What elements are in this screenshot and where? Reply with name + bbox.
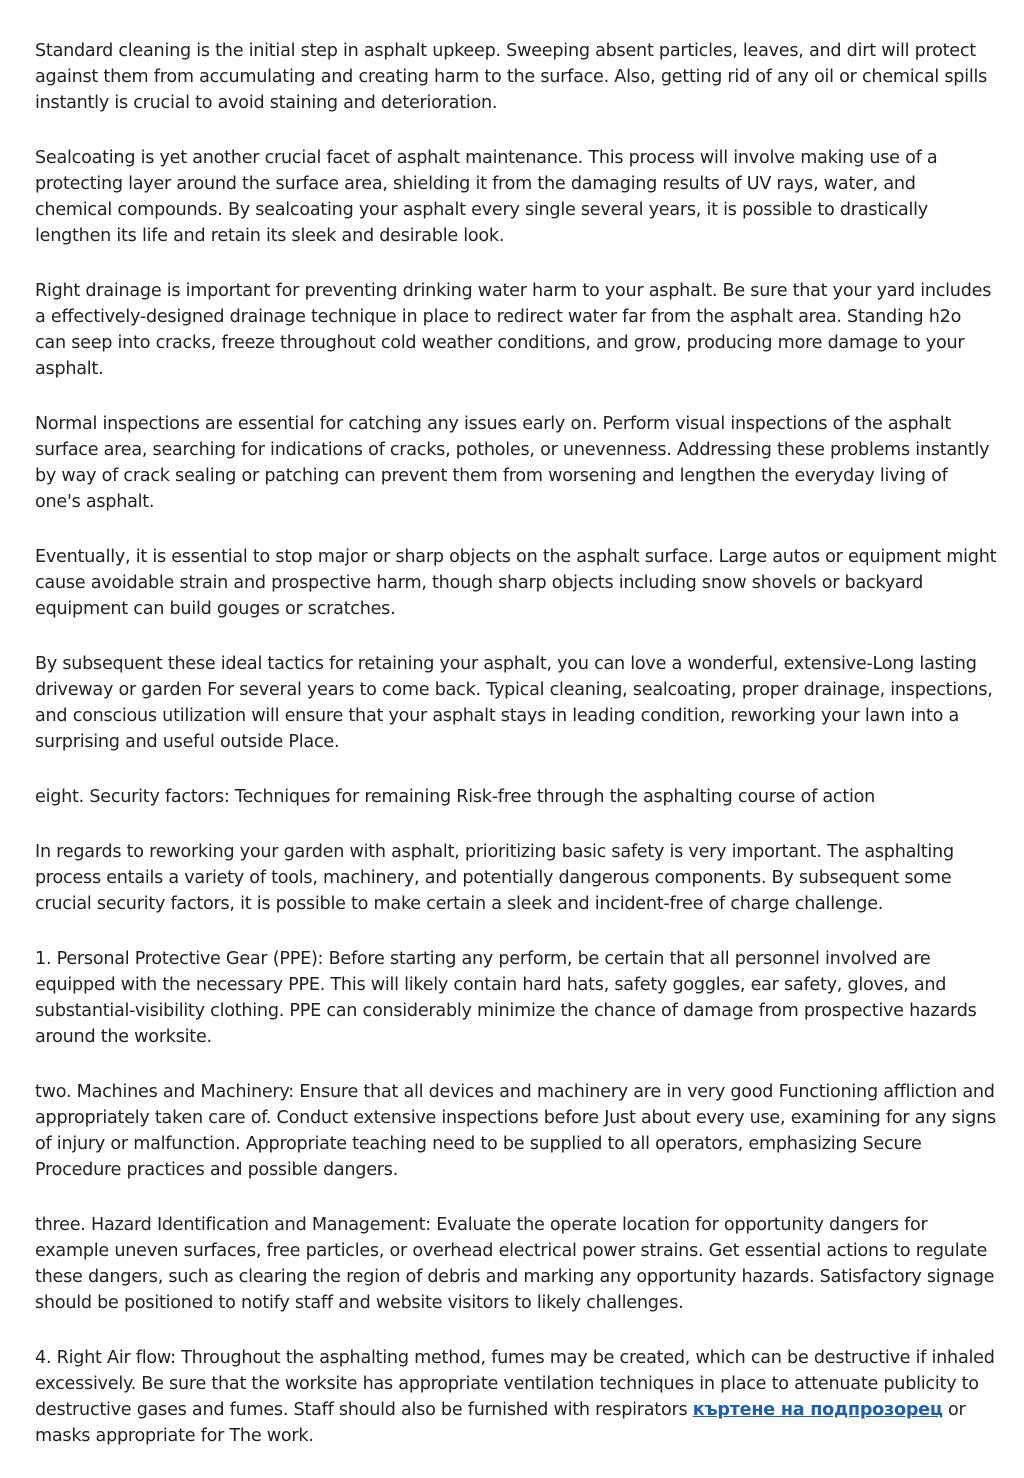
paragraph-machinery: two. Machines and Machinery: Ensure that all devices and machinery are in very good Functioning affliction and appropriately taken care of. Conduct extensive inspections before Just about every use, examining for any signs of injury or malfunction. Appropriate teaching need to be supplied to all operators, emphasizing Secure Procedure practices and possible dangers.: [35, 1082, 996, 1180]
paragraph-cleaning: Standard cleaning is the initial step in asphalt upkeep. Sweeping absent particles, leaves, and dirt will protect against them from accumulating and creating harm to the surface. Also, getting rid of any oil or chemical spills instantly is crucial to avoid staining and deterioration.: [35, 41, 988, 113]
paragraph-summary: By subsequent these ideal tactics for retaining your asphalt, you can love a wonderful, extensive-Long lasting driveway or garden For several years to come back. Typical cleaning, sealcoating, proper drainage, inspections, and conscious utilization will ensure that your asphalt stays in leading condition, reworking your lawn into a surprising and useful outside Place.: [35, 654, 993, 752]
ventilation-text-after: or masks appropriate for The work.: [35, 1400, 966, 1446]
section-heading-safety: eight. Security factors: Techniques for remaining Risk-free through the asphalting course of action: [35, 787, 876, 807]
paragraph-ppe: 1. Personal Protective Gear (PPE): Before starting any perform, be certain that all personnel involved are equipped with the necessary PPE. This will likely contain hard hats, safety goggles, ear safety, gloves, and substantial-visibility clothing. PPE can considerably minimize the chance of damage from prospective hazards around the worksite.: [35, 949, 977, 1047]
paragraph-safety-intro: In regards to reworking your garden with asphalt, prioritizing basic safety is very important. The asphalting process entails a variety of tools, machinery, and potentially dangerous components. By subsequent some crucial security factors, it is possible to make certain a sleek and incident-free of charge challenge.: [35, 842, 954, 914]
paragraph-hazard: three. Hazard Identification and Management: Evaluate the operate location for opportunity dangers for example uneven surfaces, free particles, or overhead electrical power strains. Get essential actions to regulate these dangers, such as clearing the region of debris and marking any opportunity hazards. Satisfactory signage should be positioned to notify staff and website visitors to likely challenges.: [35, 1215, 995, 1313]
paragraph-drainage: Right drainage is important for preventing drinking water harm to your asphalt. Be sure that your yard includes a effectively-designed drainage technique in place to redirect water far from the asphalt area. Standing h2o can seep into cracks, freeze throughout cold weather conditions, and grow, producing more damage to your asphalt.: [35, 281, 992, 379]
paragraph-ventilation: [35, 1345, 997, 1449]
ventilation-text-before: 4. Right Air flow: Throughout the asphalting method, fumes may be created, which can be destructive if inhaled excessively. Be sure that the worksite has appropriate ventilation techniques in place to attenuate publicity to destructive gases and fumes. Staff should also be furnished with respirators: [35, 1348, 995, 1420]
paragraph-sealcoating: Sealcoating is yet another crucial facet of asphalt maintenance. This process will involve making use of a protecting layer around the surface area, shielding it from the damaging results of UV rays, water, and chemical compounds. By sealcoating your asphalt every single several years, it is possible to drastically lengthen its life and retain its sleek and desirable look.: [35, 148, 938, 246]
paragraph-inspections: Normal inspections are essential for catching any issues early on. Perform visual inspections of the asphalt surface area, searching for indications of cracks, potholes, or unevenness. Addressing these problems instantly by way of crack sealing or patching can prevent them from worsening and lengthen the everyday living of one's asphalt.: [35, 414, 990, 512]
inline-link[interactable]: къртене на подпрозорец: [692, 1400, 943, 1420]
paragraph-heavy-objects: Eventually, it is essential to stop major or sharp objects on the asphalt surface. Large autos or equipment might cause avoidable strain and prospective harm, though sharp objects including snow shovels or backyard equipment can build gouges or scratches.: [35, 547, 997, 619]
document-body: [35, 38, 997, 1478]
